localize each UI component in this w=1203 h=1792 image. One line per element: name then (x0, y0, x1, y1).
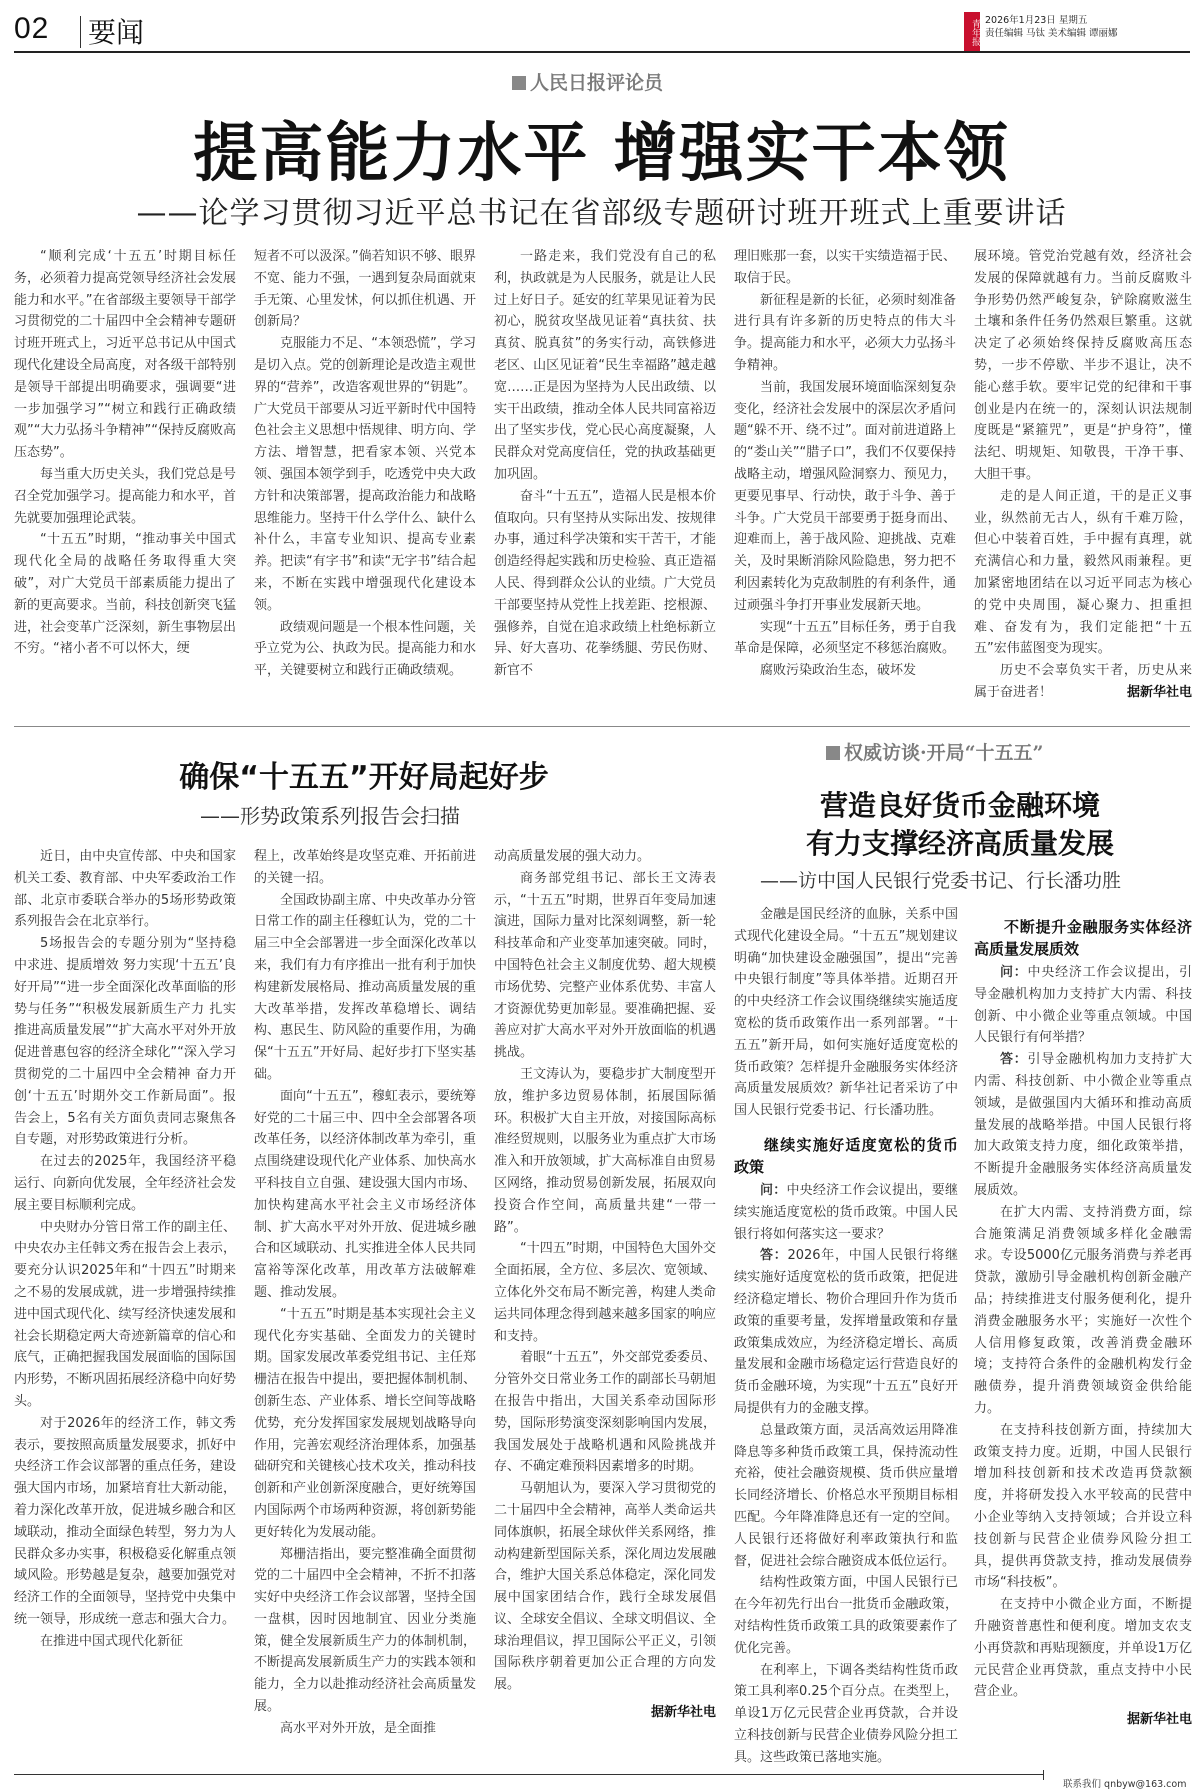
paragraph: 在扩大内需、支持消费方面，综合施策满足消费领域多样化金融需求。专设5000亿元服务消费与养老再贷款，激励引导金融机构创新金融产品；持续推进支付服务便利化，提升消费金融服务水平；实施好一次性个人信用修复政策，改善消费金融环境；支持符合条件的金融机构发行金融债券，提升消费领域资金供给能力。 (974, 1204, 1192, 1416)
paragraph: 短者不可以汲深。”倘若知识不够、眼界不宽、能力不强，一遇到复杂局面就束手无策、心里发怵，何以抓住机遇、开创新局？ (254, 249, 476, 330)
paragraph: 结构性政策方面，中国人民银行已在今年初先行出台一批货币金融政策，对结构性货币政策工具的政策要素作了优化完善。 (734, 1575, 958, 1656)
article3-subtitle: ——访中国人民银行党委书记、行长潘功胜 (760, 870, 1122, 892)
answer-label: 答： (760, 1248, 788, 1264)
issue-date: 2026年1月23日 星期五 (985, 15, 1088, 26)
article1-column-2 (254, 246, 476, 682)
paragraph: 理旧账那一套，以实干实绩造福于民、取信于民。 (734, 249, 956, 286)
paragraph: 腐败污染政治生态，破坏发 (760, 663, 917, 679)
article3-source: 据新华社电 (1126, 1712, 1192, 1728)
question-text: 中央经济工作会议提出，要继续实施适度宽松的货币政策。中国人民银行将如何落实这一要求？ (734, 1182, 958, 1242)
article3-column-1 (734, 904, 958, 1768)
paragraph: 在过去的2025年，我国经济平稳运行、向新向优发展，全年经济社会发展主要目标顺利完成。 (14, 1154, 236, 1213)
paragraph: 5场报告会的专题分别为“坚持稳中求进、提质增效 努力实现‘十五五’良好开局”“进一步全面深化改革面临的形势与任务”“积极发展新质生产力 扎实推进高质量发展”“扩大高水平对外开放 促进普惠包容的经济全球化”“深入学习贯彻党的二十届四中全会精神 奋力开创‘十五五’时期外交工作新局面”。报告会上，5名有关方面负责同志聚焦各自专题，对形势政策进行分析。 (14, 936, 236, 1148)
section-divider (14, 726, 1190, 727)
editor-credits: 责任编辑 马钛 美术编辑 谭丽娜 (985, 28, 1118, 39)
footer-contact (1063, 1776, 1186, 1790)
question-label: 问： (760, 1182, 787, 1198)
article3-kicker-text: 权威访谈·开局“十五五” (844, 742, 1044, 764)
masthead-divider (80, 16, 81, 48)
paragraph: 动高质量发展的强大动力。 (494, 849, 651, 864)
answer (734, 1245, 958, 1419)
article1-column-4 (734, 246, 956, 682)
article1-source: 据新华社电 (1126, 684, 1192, 700)
footer-tick (1043, 1770, 1044, 1780)
article1-column-5 (974, 246, 1192, 704)
paragraph: 克服能力不足、“本领恐慌”，学习是切入点。党的创新理论是改造主观世界的“营养”，改造客观世界的“钥匙”。广大党员干部要从习近平新时代中国特色社会主义思想中悟规律、明方向、学方法、增智慧，把看家本领、兴党本领、强国本领学到手，吃透党中央大政方针和决策部署，提高政治能力和战略思维能力。坚持干什么学什么、缺什么补什么，丰富专业知识、提高专业素养。把读“有字书”和读“无字书”结合起来，不断在实践中增强现代化建设本领。 (254, 336, 476, 613)
article1-kicker (512, 68, 663, 95)
article2-title: 确保“十五五”开好局起好步 (179, 760, 549, 795)
contact-email[interactable]: qnbyw@163.com (1104, 1779, 1187, 1790)
article3-column-2 (974, 904, 1192, 1731)
article2-column-1 (14, 846, 236, 1652)
article1-column-3 (494, 246, 716, 682)
newspaper-logo: 青年报 (964, 12, 980, 52)
question (974, 962, 1192, 1049)
paragraph: 对于2026年的经济工作，韩文秀表示，要按照高质量发展要求，抓好中央经济工作会议部署的重点任务，建设强大国内市场，加紧培育壮大新动能，着力深化改革开放，促进城乡融合和区域联动，推动全面绿色转型，努力为人民群众多办实事，积极稳妥化解重点领域风险。形势越是复杂，越要加强党对经济工作的全面领导，坚持党中央集中统一领导，形成统一意志和强大合力。 (14, 1415, 236, 1627)
paragraph (974, 660, 1192, 704)
paragraph: “十四五”时期，中国特色大国外交全面拓展，全方位、多层次、宽领域、立体化外交布局不断完善，构建人类命运共同体理念得到越来越多国家的响应和支持。 (494, 1241, 716, 1344)
paragraph: 实现“十五五”目标任务，勇于自我革命是保障，必须坚定不移惩治腐败。 (734, 619, 956, 657)
article1-title: 提高能力水平 增强实干本领 (193, 116, 1010, 191)
question-text: 中央经济工作会议提出，引导金融机构加力支持扩大内需、科技创新、中小微企业等重点领域。中国人民银行有何举措？ (974, 965, 1192, 1046)
closing-text: 历史不会辜负实干者，历史从来属于奋进者！ (974, 663, 1192, 700)
page-number: 02 (14, 12, 50, 45)
square-bullet-icon (512, 76, 526, 90)
paragraph: 在支持科技创新方面，持续加大政策支持力度。近期，中国人民银行增加科技创新和技术改造再贷款额度，并将研发投入水平较高的民营中小企业等纳入支持领域；合并设立科技创新与民营企业债券风险分担工具，提供再贷款支持，推动发展债券市场“科技板”。 (974, 1422, 1192, 1591)
masthead-rule (14, 51, 1190, 53)
paragraph: “十五五”时期，“推动事关中国式现代化全局的战略任务取得重大突破”，对广大党员干部素质能力提出了新的更高要求。当前，科技创新突飞猛进，社会变革广泛深刻，新生事物层出不穷。“褚小者不可以怀大，绠 (14, 532, 236, 657)
article2-column-2 (254, 846, 476, 1740)
section-name: 要闻 (88, 16, 145, 49)
article2-column-3 (494, 846, 716, 1724)
paragraph: 在利率上，下调各类结构性货币政策工具利率0.25个百分点。在类型上，单设1万亿元民营企业再贷款，合并设立科技创新与民营企业债券风险分担工具。这些政策已落地实施。 (734, 1662, 958, 1765)
paragraph: 在推进中国式现代化新征 (40, 1633, 184, 1649)
paragraph: 王文涛认为，要稳步扩大制度型开放，维护多边贸易体制，拓展国际循环。积极扩大自主开放，对接国际高标准经贸规则，以服务业为重点扩大市场准入和开放领域，扩大高标准自由贸易区网络，推动贸易创新发展，拓展双向投资合作空间，高质量共建“一带一路”。 (494, 1066, 716, 1235)
question (734, 1180, 958, 1245)
article3-kicker (826, 738, 1043, 765)
article2-source: 据新华社电 (650, 1705, 716, 1721)
paragraph: 展环境。管党治党越有效，经济社会发展的保障就越有力。当前反腐败斗争形势仍然严峻复杂，铲除腐败滋生土壤和条件任务仍然艰巨繁重。这就决定了必须始终保持反腐败高压态势，一步不停歇、半步不退让，决不能心慈手软。要牢记党的纪律和干事创业是内在统一的，深刻认识法规制度既是“紧箍咒”，更是“护身符”，懂法纪、明规矩、知敬畏，干净干事、大胆干事。 (974, 249, 1192, 482)
section-heading: 不断提升金融服务实体经济高质量发展质效 (974, 918, 1192, 958)
article1-column-1 (14, 246, 236, 660)
section-heading: 继续实施好适度宽松的货币政策 (734, 1135, 958, 1176)
answer-text: 2026年，中国人民银行将继续实施好适度宽松的货币政策，把促进经济稳定增长、物价合理回升作为货币政策的重要考量，发挥增量政策和存量政策集成效应，为经济稳定增长、高质量发展和金融市场稳定运行营造良好的货币金融环境，为实现“十五五”良好开局提供有力的金融支撑。 (734, 1248, 958, 1416)
paragraph: 马朝旭认为，要深入学习贯彻党的二十届四中全会精神，高举人类命运共同体旗帜，拓展全球伙伴关系网络，推动构建新型国际关系，深化周边发展融合，维护大国关系总体稳定，深化同发展中国家团结合作，践行全球发展倡议、全球安全倡议、全球文明倡议、全球治理倡议，捍卫国际公平正义，引领国际秩序朝着更加公正合理的方向发展。 (494, 1481, 716, 1693)
paragraph: 总量政策方面，灵活高效运用降准降息等多种货币政策工具，保持流动性充裕，使社会融资规模、货币供应量增长同经济增长、价格总水平预期目标相匹配。今年降准降息还有一定的空间。人民银行还将做好利率政策执行和监督，促进社会综合融资成本低位运行。 (734, 1422, 958, 1569)
article1-subtitle: ——论学习贯彻习近平总书记在省部级专题研讨班开班式上重要讲话 (136, 196, 1067, 231)
paragraph: 中央财办分管日常工作的副主任、中央农办主任韩文秀在报告会上表示，要充分认识2025年和“十四五”时期来之不易的发展成就，进一步增强持续推进中国式现代化、续写经济快速发展和社会长期稳定两大奇迹新篇章的信心和底气，正确把握我国发展面临的国际国内形势，不断巩固拓展经济稳中向好势头。 (14, 1219, 236, 1409)
paragraph: 近日，由中央宣传部、中央和国家机关工委、教育部、中央军委政治工作部、北京市委联合举办的5场形势政策系列报告会在北京举行。 (14, 849, 236, 930)
paragraph: 在支持中小微企业方面，不断提升融资普惠性和便利度。增加支农支小再贷款和再贴现额度，并单设1万亿元民营企业再贷款，重点支持中小民营企业。 (974, 1597, 1192, 1700)
paragraph: 一路走来，我们党没有自己的私利，执政就是为人民服务，就是让人民过上好日子。延安的红苹果见证着为民初心，脱贫攻坚战见证着“真扶贫、扶真贫、脱真贫”的务实行动，高铁修进老区、山区见证着“民生幸福路”越走越宽……正是因为坚持为人民出政绩、以实干出政绩，推动全体人民共同富裕迈出了坚实步伐，党心民心高度凝聚，人民群众对党高度信任，党的执政基础更加巩固。 (494, 249, 716, 482)
footer-rule (14, 1774, 1044, 1775)
paragraph: 奋斗“十五五”，造福人民是根本价值取向。只有坚持从实际出发、按规律办事，通过科学决策和实干苦干，才能创造经得起实践和历史检验、真正造福人民、得到群众公认的业绩。广大党员干部要坚持从党性上找差距、挖根源、强修养，自觉在追求政绩上杜绝标新立异、好大喜功、花拳绣腿、劳民伤财、新官不 (494, 488, 716, 679)
paragraph: 郑栅洁指出，要完整准确全面贯彻党的二十届四中全会精神，不折不扣落实好中央经济工作会议部署，坚持全国一盘棋，因时因地制宜、因业分类施策，健全发展新质生产力的体制机制，不断提高发展新质生产力的实践本领和能力，全力以赴推动经济社会高质量发展。 (254, 1546, 476, 1715)
paragraph: “顺利完成‘十五五’时期目标任务，必须着力提高党领导经济社会发展能力和水平。”在省部级主要领导干部学习贯彻党的二十届四中全会精神专题研讨班开班式上，习近平总书记从中国式现代化建设全局高度，对各级干部特别是领导干部提出明确要求，强调要“进一步加强学习”“树立和践行正确政绩观”“大力弘扬斗争精神”“保持反腐败高压态势”。 (14, 249, 236, 461)
article2-subtitle: ——形势政策系列报告会扫描 (200, 804, 460, 828)
paragraph: 高水平对外开放，是全面推 (280, 1720, 437, 1736)
paragraph: 政绩观问题是一个根本性问题，关乎立党为公、执政为民。提高能力和水平，关键要树立和践行正确政绩观。 (254, 619, 476, 679)
masthead-meta (985, 14, 1118, 40)
answer (974, 1049, 1192, 1202)
paragraph: 当前，我国发展环境面临深刻复杂变化，经济社会发展中的深层次矛盾问题“躲不开、绕不过”。面对前进道路上的“娄山关”“腊子口”，我们不仅要保持战略主动，增强风险洞察力、预见力，更要见事早、行动快，敢于斗争、善于斗争。广大党员干部要勇于挺身而出、迎难而上，善于战风险、迎挑战、克难关，及时果断消除风险隐患，努力把不利因素转化为克敌制胜的有利条件，通过顽强斗争打开事业发展新天地。 (734, 379, 956, 613)
paragraph: 全国政协副主席、中央改革办分管日常工作的副主任穆虹认为，党的二十届三中全会部署进一步全面深化改革以来，我们有力有序推出一批有利于加快构建新发展格局、推动高质量发展的重大改革举措，发挥改革稳增长、调结构、惠民生、防风险的重要作用，为确保“十五五”开好局、起好步打下坚实基础。 (254, 892, 476, 1082)
paragraph: 商务部党组书记、部长王文涛表示，“十五五”时期，世界百年变局加速演进，国际力量对比深刻调整，新一轮科技革命和产业变革加速突破。同时，中国特色社会主义制度优势、超大规模市场优势、完整产业体系优势、丰富人才资源优势更加彰显。要准确把握、妥善应对扩大高水平对外开放面临的机遇挑战。 (494, 870, 716, 1061)
question-label: 问： (1000, 965, 1028, 980)
paragraph: “十五五”时期是基本实现社会主义现代化夯实基础、全面发力的关键时期。国家发展改革委党组书记、主任郑栅洁在报告中提出，要把握体制机制、创新生态、产业体系、增长空间等战略优势，充分发挥国家发展规划战略导向作用，完善宏观经济治理体系，加强基础研究和关键核心技术攻关，推动科技创新和产业创新深度融合，更好统筹国内国际两个市场两种资源，将创新势能更好转化为发展动能。 (254, 1306, 476, 1540)
interview-intro: 金融是国民经济的血脉，关系中国式现代化建设全局。“十五五”规划建议明确“加快建设金融强国”，提出“完善中央银行制度”等具体举措。近期召开的中央经济工作会议围绕继续实施适度宽松的货币政策作出一系列部署。“十五五”新开局，如何实施好适度宽松的货币政策？怎样提升金融服务实体经济高质量发展质效？新华社记者采访了中国人民银行党委书记、行长潘功胜。 (734, 907, 958, 1119)
paragraph: 面向“十五五”，穆虹表示，要统筹好党的二十届三中、四中全会部署各项改革任务，以经济体制改革为牵引，重点围绕建设现代化产业体系、加快高水平科技自立自强、建设强大国内市场、加快构建高水平社会主义市场经济体制、扩大高水平对外开放、促进城乡融合和区域联动、扎实推进全体人民共同富裕等深化改革，用改革方法破解难题、推动发展。 (254, 1088, 476, 1300)
answer-label: 答： (1000, 1052, 1028, 1068)
contact-label: 联系我们 (1063, 1779, 1102, 1790)
article3-title-line1: 营造良好货币金融环境 (819, 789, 1100, 822)
paragraph: 每当重大历史关头，我们党总是号召全党加强学习。提高能力和水平，首先就要加强理论武装。 (14, 466, 236, 526)
paragraph: 走的是人间正道，干的是正义事业，纵然前无古人，纵有千难万险，但心中装着百姓，手中握有真理，就充满信心和力量，毅然风雨兼程。更加紧密地团结在以习近平同志为核心的党中央周围，凝心聚力、担重担难、奋发有为，我们定能把“十五五”宏伟蓝图变为现实。 (974, 488, 1192, 657)
article1-kicker-text: 人民日报评论员 (530, 72, 664, 94)
square-bullet-icon (826, 746, 840, 760)
paragraph: 新征程是新的长征，必须时刻准备进行具有许多新的历史特点的伟大斗争。提高能力和水平，必须大力弘扬斗争精神。 (734, 292, 956, 373)
paragraph: 程上，改革始终是攻坚克难、开拓前进的关键一招。 (254, 849, 476, 886)
answer-text: 引导金融机构加力支持扩大内需、科技创新、中小微企业等重点领域，是做强国内大循环和推动高质量发展的战略举措。中国人民银行将加大政策支持力度，细化政策举措，不断提升金融服务实体经济高质量发展质效。 (974, 1052, 1192, 1198)
article3-title-line2: 有力支撑经济高质量发展 (805, 827, 1114, 860)
paragraph: 着眼“十五五”，外交部党委委员、分管外交日常业务工作的副部长马朝旭在报告中指出，大国关系牵动国际形势，国际形势演变深刻影响国内发展，我国发展处于战略机遇和风险挑战并存、不确定难预料因素增多的时期。 (494, 1350, 716, 1475)
